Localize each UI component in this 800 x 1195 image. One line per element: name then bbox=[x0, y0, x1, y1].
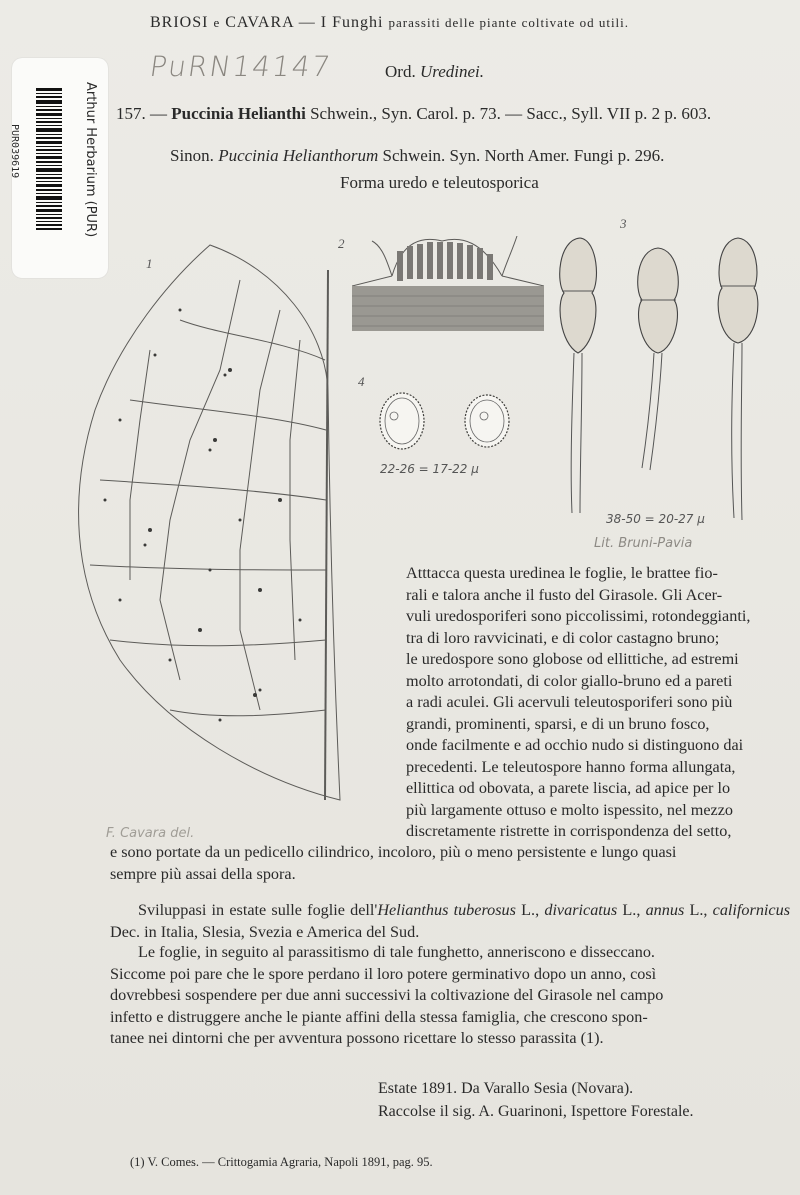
herbarium-name: Arthur Herbarium (PUR) bbox=[83, 82, 98, 238]
forma-line: Forma uredo e teleutosporica bbox=[340, 173, 539, 192]
collection-date-locality: Estate 1891. Da Varallo Sesia (Novara). bbox=[378, 1080, 634, 1097]
lithographer-credit: Lit. Bruni-Pavia bbox=[594, 536, 693, 551]
collector-line: Raccolse il sig. A. Guarinoni, Ispettore Forestale. bbox=[378, 1103, 694, 1120]
handwritten-accession-id: PuRN14147 bbox=[147, 50, 334, 83]
synonym-line: Sinon. Puccinia Helianthorum Schwein. Syn. North Amer. Fungi p. 296. bbox=[170, 146, 665, 165]
figure-3-teleutospores-drawing bbox=[548, 228, 778, 528]
description-paragraph-continued: e sono portate da un pedicello cilindrico, incoloro, più o meno persistente e lungo quasi sempre più assai della spora. bbox=[110, 843, 677, 883]
species-heading: 157. — Puccinia Helianthi Schwein., Syn. Carol. p. 73. — Sacc., Syll. VII p. 2 p. 603. bbox=[116, 104, 712, 123]
distribution-paragraph: Sviluppasi in estate sulle foglie dell'Helianthus tuberosus L., divaricatus L., annus L., californicus Dec. in Italia, Slesia, Svezia e America del Sud. bbox=[110, 901, 790, 941]
barcode-image bbox=[36, 88, 62, 230]
barcode-id: PUR039619 bbox=[9, 124, 20, 179]
artist-credit: F. Cavara del. bbox=[106, 826, 195, 841]
figure-4-number: 4 bbox=[358, 374, 365, 389]
figure-4-uredospores-drawing bbox=[372, 386, 532, 456]
figure-2-number: 2 bbox=[338, 236, 345, 251]
figure-2-section-drawing bbox=[352, 236, 544, 336]
order-heading: Ord. Uredinei. bbox=[385, 62, 485, 81]
damage-paragraph: Le foglie, in seguito al parassitismo di tale funghetto, anneriscono e disseccano. Siccome poi pare che le spore perdano il loro potere germinativo dopo un anno, così dovrebbesi sospendere per due anni successivi la coltivazione del Girasole nel campo infetto e distruggere anche le piante affini della stessa famiglia, che crescono spon- tanee nei dintorni che per avventura possono ricettare lo stesso parassita (1). bbox=[110, 943, 664, 1047]
description-paragraph: Atttacca questa uredinea le foglie, le brattee fio- rali e talora anche il fusto del Girasole. Gli Acer- vuli uredosporiferi sono piccolissimi, rotondeggianti, tra di loro ravvicinati, e di color castagno bruno; le uredospore sono globose od ellittiche, ad estremi molto arrotondati, di color giallo-bruno ed a pareti a radi aculei. Gli acervuli teleutosporiferi sono più grandi, prominenti, sparsi, e di un bruno fosco, onde facilmente e ad occhio nudo si distinguono dai precedenti. Le teleutospore hanno forma allungata, ellittica od obovata, a parete liscia, ad apice per lo più largamente ottuso e molto ispessito, nel mezzo discretamente ristrette in corrispondenza del setto, bbox=[406, 564, 751, 840]
running-header: BRIOSI e CAVARA — I Funghi parassiti delle piante coltivate od utili. bbox=[150, 14, 630, 31]
figure-1-number: 1 bbox=[146, 256, 153, 271]
figure-4-measurement: 22-26 = 17-22 μ bbox=[380, 462, 479, 476]
figure-3-number: 3 bbox=[620, 216, 627, 231]
figure-3-measurement: 38-50 = 20-27 μ bbox=[606, 512, 705, 526]
figure-1-leaf-drawing bbox=[60, 240, 350, 810]
footnote: (1) V. Comes. — Crittogamia Agraria, Napoli 1891, pag. 95. bbox=[130, 1155, 433, 1169]
